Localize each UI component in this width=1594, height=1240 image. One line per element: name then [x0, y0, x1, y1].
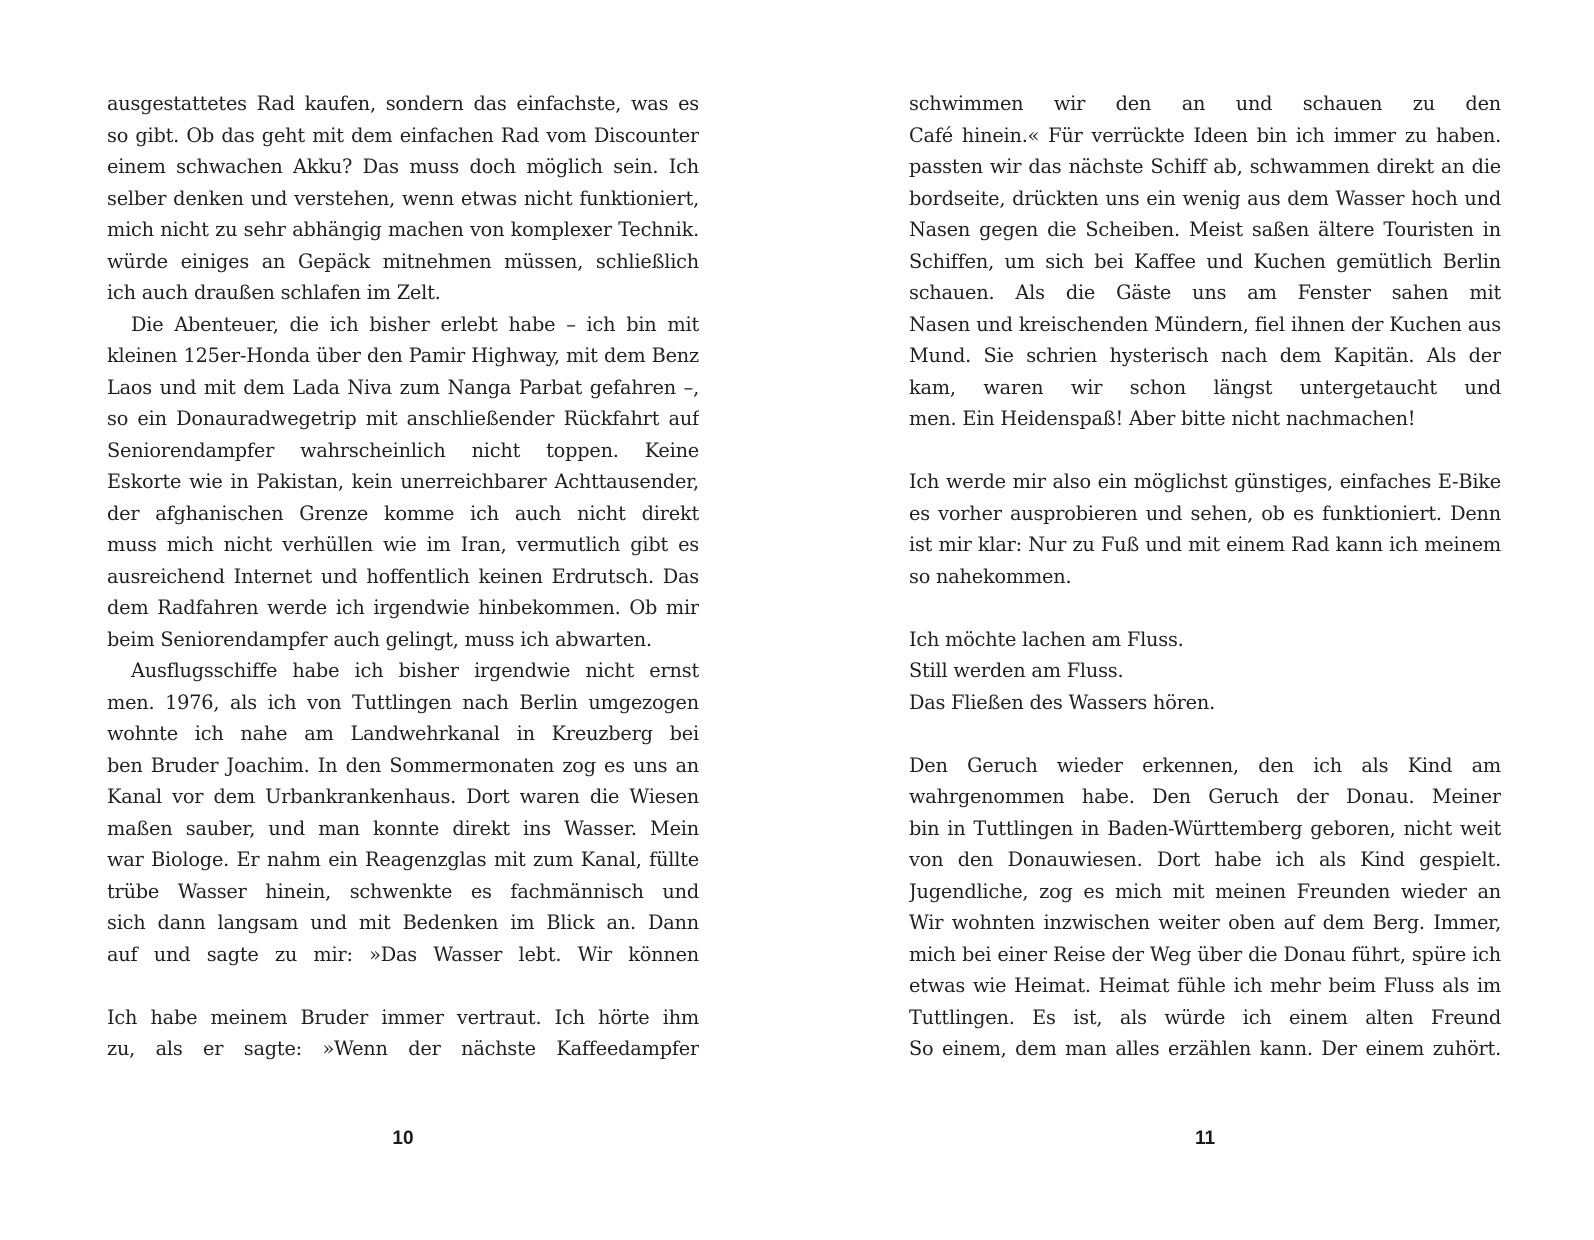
text-line: sich dann langsam und mit Bedenken im Blick an. Dann — [107, 911, 699, 934]
text-line: von den Donauwiesen. Dort habe ich als Kind gespielt. — [909, 848, 1501, 871]
text-line: ausgestattetes Rad kaufen, sondern das einfachste, was es — [107, 92, 699, 115]
text-line: wohnte ich nahe am Landwehrkanal in Kreuzberg bei — [107, 722, 699, 745]
text-line: Schiffen, um sich bei Kaffee und Kuchen gemütlich Berlin — [909, 249, 1501, 273]
text-line: dem Radfahren werde ich irgendwie hinbekommen. Ob mir — [107, 596, 699, 619]
paragraph-gap — [909, 718, 1501, 750]
text-line: Seniorendampfer wahrscheinlich nicht toppen. Keine — [107, 438, 699, 462]
text-line: Die Abenteuer, die ich bisher erlebt habe – ich bin mit — [131, 312, 699, 336]
left-page-text — [107, 88, 699, 1065]
text-line: es vorher ausprobieren und sehen, ob es funktioniert. Denn — [909, 501, 1501, 525]
text-line: Kanal vor dem Urbankrankenhaus. Dort waren die Wiesen — [107, 785, 699, 808]
text-line: ben Bruder Joachim. In den Sommermonaten zog es uns an — [107, 753, 699, 777]
text-line: mich bei einer Reise der Weg über die Donau führt, spüre ich — [909, 942, 1501, 966]
text-line: zu, als er sagte: »Wenn der nächste Kaffeedampfer — [107, 1037, 699, 1060]
text-line: Still werden am Fluss. — [909, 659, 1124, 682]
page-number-right: 11 — [1194, 1128, 1216, 1149]
right-page — [909, 88, 1501, 1188]
paragraph-gap — [107, 970, 699, 1002]
text-line: Ich werde mir also ein möglichst günstiges, einfaches E-Bike — [909, 470, 1501, 493]
text-line: Jugendliche, zog es mich mit meinen Freunden wieder an — [909, 879, 1501, 903]
text-line: bordseite, drückten uns ein wenig aus dem Wasser hoch und — [909, 186, 1501, 210]
text-line: Nasen und kreischenden Mündern, fiel ihnen der Kuchen aus — [909, 312, 1501, 336]
text-line: So einem, dem man alles erzählen kann. Der einem zuhört. — [909, 1037, 1501, 1060]
text-line: men. Ein Heidenspaß! Aber bitte nicht nachmachen! — [909, 407, 1416, 430]
text-line: maßen sauber, und man konnte direkt ins Wasser. Mein — [107, 816, 699, 840]
text-line: etwas wie Heimat. Heimat fühle ich mehr beim Fluss als im — [909, 974, 1501, 997]
text-line: selber denken und verstehen, wenn etwas nicht funktioniert, — [107, 186, 699, 210]
text-line: Das Fließen des Wassers hören. — [909, 690, 1215, 714]
text-line: men. 1976, als ich von Tuttlingen nach Berlin umgezogen — [107, 690, 699, 714]
text-line: war Biologe. Er nahm ein Reagenzglas mit zum Kanal, füllte — [107, 848, 699, 871]
text-line: einem schwachen Akku? Das muss doch möglich sein. Ich — [107, 155, 699, 178]
text-line: so ein Donauradwegetrip mit anschließender Rückfahrt auf — [107, 407, 699, 430]
text-line: Tuttlingen. Es ist, als würde ich einem alten Freund — [909, 1005, 1501, 1029]
text-line: Wir wohnten inzwischen weiter oben auf dem Berg. Immer, — [909, 911, 1501, 934]
paragraph-gap — [909, 592, 1501, 624]
text-line: auf und sagte zu mir: »Das Wasser lebt. Wir können — [107, 942, 699, 966]
text-line: Café hinein.« Für verrückte Ideen bin ich immer zu haben. — [909, 123, 1501, 147]
paragraph-gap — [909, 435, 1501, 467]
text-line: Nasen gegen die Scheiben. Meist saßen ältere Touristen in — [909, 218, 1501, 241]
text-line: beim Seniorendampfer auch gelingt, muss ich abwarten. — [107, 627, 652, 651]
text-line: der afghanischen Grenze komme ich auch nicht direkt — [107, 501, 699, 525]
text-line: schwimmen wir den an und schauen zu den — [909, 92, 1501, 115]
text-line: Eskorte wie in Pakistan, kein unerreichbarer Achttausender, — [107, 470, 699, 493]
text-line: so nahekommen. — [909, 564, 1072, 588]
text-line: wahrgenommen habe. Den Geruch der Donau. Meiner — [909, 785, 1501, 808]
text-line: Den Geruch wieder erkennen, den ich als Kind am — [909, 753, 1501, 777]
text-line: Ausflugsschiffe habe ich bisher irgendwie nicht ernst — [131, 659, 699, 682]
text-line: ich auch draußen schlafen im Zelt. — [107, 281, 441, 304]
text-line: mich nicht zu sehr abhängig machen von komplexer Technik. — [107, 218, 699, 241]
text-line: würde einiges an Gepäck mitnehmen müssen, schließlich — [107, 249, 699, 273]
text-line: so gibt. Ob das geht mit dem einfachen Rad vom Discounter — [107, 123, 699, 147]
text-line: schauen. Als die Gäste uns am Fenster sahen mit — [909, 281, 1501, 304]
text-line: Ich möchte lachen am Fluss. — [909, 627, 1184, 651]
text-line: bin in Tuttlingen in Baden-Württemberg geboren, nicht weit — [909, 816, 1501, 840]
text-line: Ich habe meinem Bruder immer vertraut. Ich hörte ihm — [107, 1005, 699, 1029]
text-line: kleinen 125er-Honda über den Pamir Highway, mit dem Benz — [107, 344, 699, 367]
text-line: passten wir das nächste Schiff ab, schwammen direkt an die — [909, 155, 1501, 178]
text-line: Mund. Sie schrien hysterisch nach dem Kapitän. Als der — [909, 344, 1501, 367]
text-line: muss mich nicht verhüllen wie im Iran, vermutlich gibt es — [107, 533, 699, 556]
text-line: trübe Wasser hinein, schwenkte es fachmännisch und — [107, 879, 699, 903]
left-page — [107, 88, 699, 1188]
text-line: Laos und mit dem Lada Niva zum Nanga Parbat gefahren –, — [107, 375, 699, 399]
text-line: ist mir klar: Nur zu Fuß und mit einem Rad kann ich meinem — [909, 533, 1501, 556]
text-line: ausreichend Internet und hoffentlich keinen Erdrutsch. Das — [107, 564, 699, 588]
text-line: kam, waren wir schon längst untergetaucht und — [909, 375, 1501, 399]
page-number-left: 10 — [392, 1128, 414, 1149]
right-page-text — [909, 88, 1501, 1065]
